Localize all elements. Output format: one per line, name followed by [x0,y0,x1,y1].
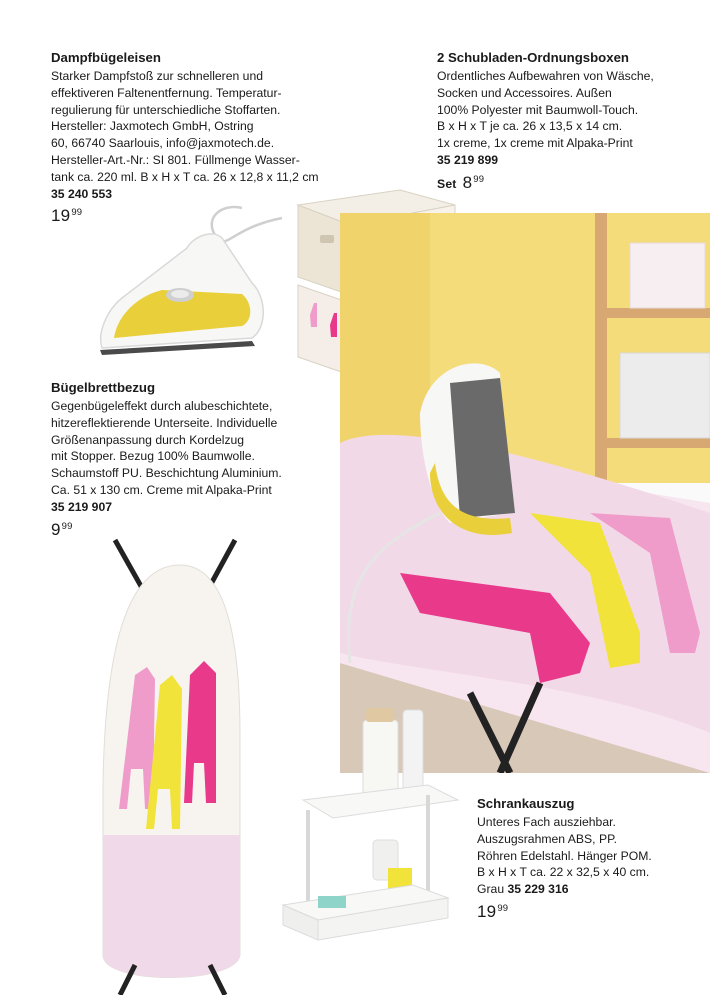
desc-line [477,881,702,898]
desc-line: Socken und Accessoires. Außen [437,85,612,100]
price-main: 19 [51,206,71,226]
desc-line: Röhren Edelstahl. Hänger POM. [477,848,652,863]
desc-line: hitzereflektierende Unterseite. Individuelle [51,415,278,430]
desc-line: Starker Dampfstoß zur schnelleren und [51,69,264,83]
article-number: 35 219 899 [437,152,498,167]
desc-line: Größenanpassung durch Kordelzug [51,432,245,447]
desc-line: Unteres Fach ausziehbar. [477,815,616,829]
desc-line: Ordentliches Aufbewahren von Wäsche, [437,69,654,83]
price-cents: 99 [473,173,485,185]
desc-line: Schaumstoff PU. Beschichtung Aluminium. [51,466,282,481]
desc-line: Hersteller: Jaxmotech GmbH, Ostring [51,119,254,134]
price [477,901,702,921]
product-title: 2 Schubladen-Ordnungsboxen [437,50,629,65]
article-number: 35 219 907 [51,499,112,514]
price-cents: 99 [497,902,509,914]
article-number: 35 240 553 [51,186,112,201]
desc-line: regulierung für unterschiedliche Stoffarten. [51,102,281,117]
price-cents: 99 [61,520,73,532]
product-title: Dampfbügeleisen [51,50,161,65]
cabinet-pullout-image [278,700,463,955]
ironing-room-photo [340,213,710,773]
price-main: 9 [51,519,61,539]
desc-line: effektiveren Faltenentfernung. Temperatur- [51,85,282,100]
color-label: Grau [477,882,505,897]
price [437,172,707,193]
price-main: 8 [462,172,473,192]
product-storage-boxes [437,49,707,193]
steam-iron-image [92,198,302,358]
desc-line: 60, 66740 Saarlouis, info@jaxmotech.de. [51,136,275,151]
desc-line: Hersteller-Art.-Nr.: SI 801. Füllmenge Wasser- [51,152,300,167]
product-title: Bügelbrettbezug [51,380,156,395]
price-cents: 99 [71,207,83,219]
desc-line: Auszugsrahmen ABS, PP. [477,831,618,846]
product-board-cover [51,379,341,538]
desc-line: Ca. 51 x 130 cm. Creme mit Alpaka-Print [51,482,272,497]
product-cabinet-pullout [477,795,702,921]
product-title: Schrankauszug [477,796,575,811]
desc-line: B x H x T je ca. 26 x 13,5 x 14 cm. [437,119,623,134]
desc-line: mit Stopper. Bezug 100% Baumwolle. [51,449,255,464]
price-main: 19 [477,901,497,921]
desc-line: Gegenbügeleffekt durch alubeschichtete, [51,399,273,413]
desc-line: 1x creme, 1x creme mit Alpaka-Print [437,136,633,151]
desc-line: 100% Polyester mit Baumwoll-Touch. [437,102,639,117]
desc-line: B x H x T ca. 22 x 32,5 x 40 cm. [477,865,650,880]
desc-line: tank ca. 220 ml. B x H x T ca. 26 x 12,8 x 11,2 cm [51,169,319,184]
article-number: 35 229 316 [507,882,569,897]
ironing-board-cover-image [95,535,265,995]
price-prefix: Set [437,176,457,191]
